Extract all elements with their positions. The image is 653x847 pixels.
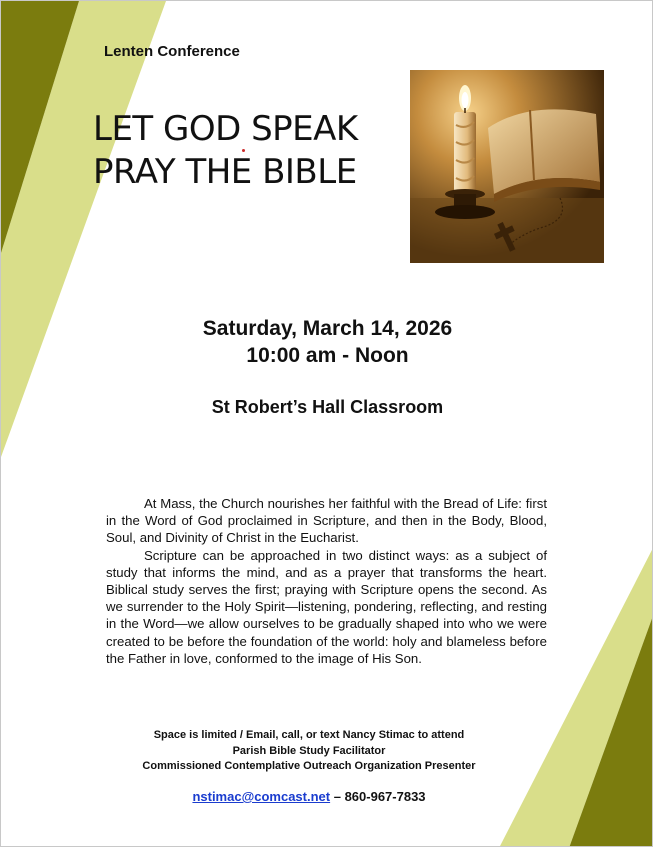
rsvp-line: Space is limited / Email, call, or text Nancy Stimac to attend [153,729,465,741]
event-title [93,108,403,194]
presenter-credential-line: Commissioned Contemplative Outreach Organization Presenter [142,760,476,772]
title-line-2: PRAY THE BIBLE [93,152,357,192]
description-paragraph: Scripture can be approached in two distinct ways: as a subject of study that informs the mind, and as a prayer that transforms the heart. Biblical study serves the first; praying with Scripture opens the second. As we surrender to the Holy Spirit—listening, pondering, reflecting, and resting in the Word—we allow ourselves to be gradually shaped into who we were created to be before the foundation of the world: holy and blameless before the Father in love, conformed to the image of His Son. [106,547,547,666]
separator: – [330,789,345,804]
event-time: 10:00 am - Noon [246,344,409,367]
event-description [106,495,547,667]
description-paragraph: At Mass, the Church nourishes her faithful with the Bread of Life: first in the Word of God proclaimed in Scripture, and then in the Body, Blood, Soul, and Divinity of Christ in the Eucharist. [106,496,547,546]
red-dot-mark [242,149,245,152]
event-location: St Robert’s Hall Classroom [211,397,444,417]
presenter-role-line: Parish Bible Study Facilitator [232,745,386,757]
phone-number: 860-967-7833 [344,789,426,804]
email-link[interactable]: nstimac@comcast.net [192,789,331,804]
candle-bible-cross-photo [410,70,604,263]
event-date: Saturday, March 14, 2026 [202,317,453,340]
contact-info [1,789,617,804]
event-eyebrow: Lenten Conference [104,43,240,60]
title-line-1: LET GOD SPEAK [93,109,358,149]
